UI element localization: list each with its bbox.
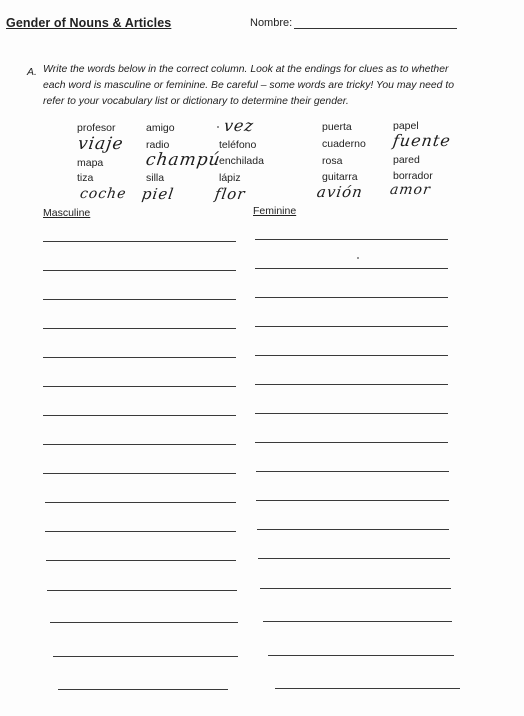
masculine-answer-line[interactable] [58,689,228,690]
masculine-answer-line[interactable] [53,656,238,657]
feminine-answer-line[interactable] [255,268,448,269]
stray-mark [357,257,359,259]
name-label: Nombre: [250,17,293,29]
feminine-answer-line[interactable] [255,239,448,240]
word-bank-item-handwritten: vez [222,116,256,135]
instructions-text: Write the words below in the correct column. Look at the endings for clues as to whether each word is masculine or feminine. Be careful – some words are tricky! You may need to refer to your vocabulary list or dictionary to determine their gender. [43,64,455,107]
feminine-answer-line[interactable] [255,297,448,298]
word-bank-item-handwritten: piel [140,185,176,203]
feminine-answer-line[interactable] [255,413,448,414]
feminine-answer-line[interactable] [257,529,449,530]
feminine-answer-line[interactable] [260,588,451,589]
word-bank-item: mapa [77,157,104,169]
word-bank-item: lápiz [219,172,241,184]
word-bank-item: enchilada [219,155,264,167]
word-bank-item: puerta [322,121,352,133]
word-bank-item: amigo [146,122,175,134]
feminine-answer-line[interactable] [255,442,448,443]
feminine-column-heading: Feminine [253,205,297,217]
word-bank-item: profesor [77,122,116,134]
word-bank-item: teléfono [219,139,257,151]
feminine-answer-line[interactable] [275,688,460,689]
word-bank-item: guitarra [322,171,358,183]
masculine-answer-line[interactable] [45,531,236,532]
word-bank-item: rosa [322,155,343,167]
word-bank-item-handwritten: fuente [391,131,453,150]
word-bank-item-handwritten: champú [144,150,222,170]
masculine-answer-line[interactable] [43,270,236,271]
word-bank-item: cuaderno [322,138,366,150]
word-bank-item-handwritten: viaje [76,134,125,154]
masculine-answer-line[interactable] [43,386,236,387]
feminine-answer-line[interactable] [255,355,448,356]
masculine-answer-line[interactable] [43,473,236,474]
masculine-answer-line[interactable] [43,299,236,300]
masculine-answer-line[interactable] [46,560,236,561]
masculine-answer-line[interactable] [43,444,236,445]
name-blank-line[interactable] [294,28,457,29]
word-bank-item: radio [146,139,170,151]
feminine-answer-line[interactable] [268,655,454,656]
word-bank-item-handwritten: coche [78,186,128,202]
feminine-answer-line[interactable] [255,326,448,327]
masculine-answer-line[interactable] [43,415,236,416]
masculine-answer-line[interactable] [43,328,236,329]
word-bank-item: papel [393,120,419,132]
feminine-answer-line[interactable] [255,384,448,385]
section-letter: A. [27,66,37,78]
word-bank-item: pared [393,154,420,166]
feminine-answer-line[interactable] [263,621,452,622]
feminine-answer-line[interactable] [256,471,449,472]
word-bank-item-handwritten: avión [315,183,365,201]
word-bank-item-handwritten: flor [213,185,247,203]
page-title: Gender of Nouns & Articles [6,16,172,30]
word-bank-item: borrador [393,170,433,182]
feminine-answer-line[interactable] [256,500,449,501]
masculine-answer-line[interactable] [45,502,236,503]
word-bank-item: silla [146,172,165,184]
masculine-column-heading: Masculine [43,207,91,219]
feminine-answer-line[interactable] [258,558,450,559]
masculine-answer-line[interactable] [43,357,236,358]
word-bank-item-handwritten: amor [388,182,432,198]
pen-mark [217,126,219,128]
masculine-answer-line[interactable] [47,590,237,591]
masculine-answer-line[interactable] [43,241,236,242]
word-bank-item: tiza [77,172,94,184]
masculine-answer-line[interactable] [50,622,238,623]
